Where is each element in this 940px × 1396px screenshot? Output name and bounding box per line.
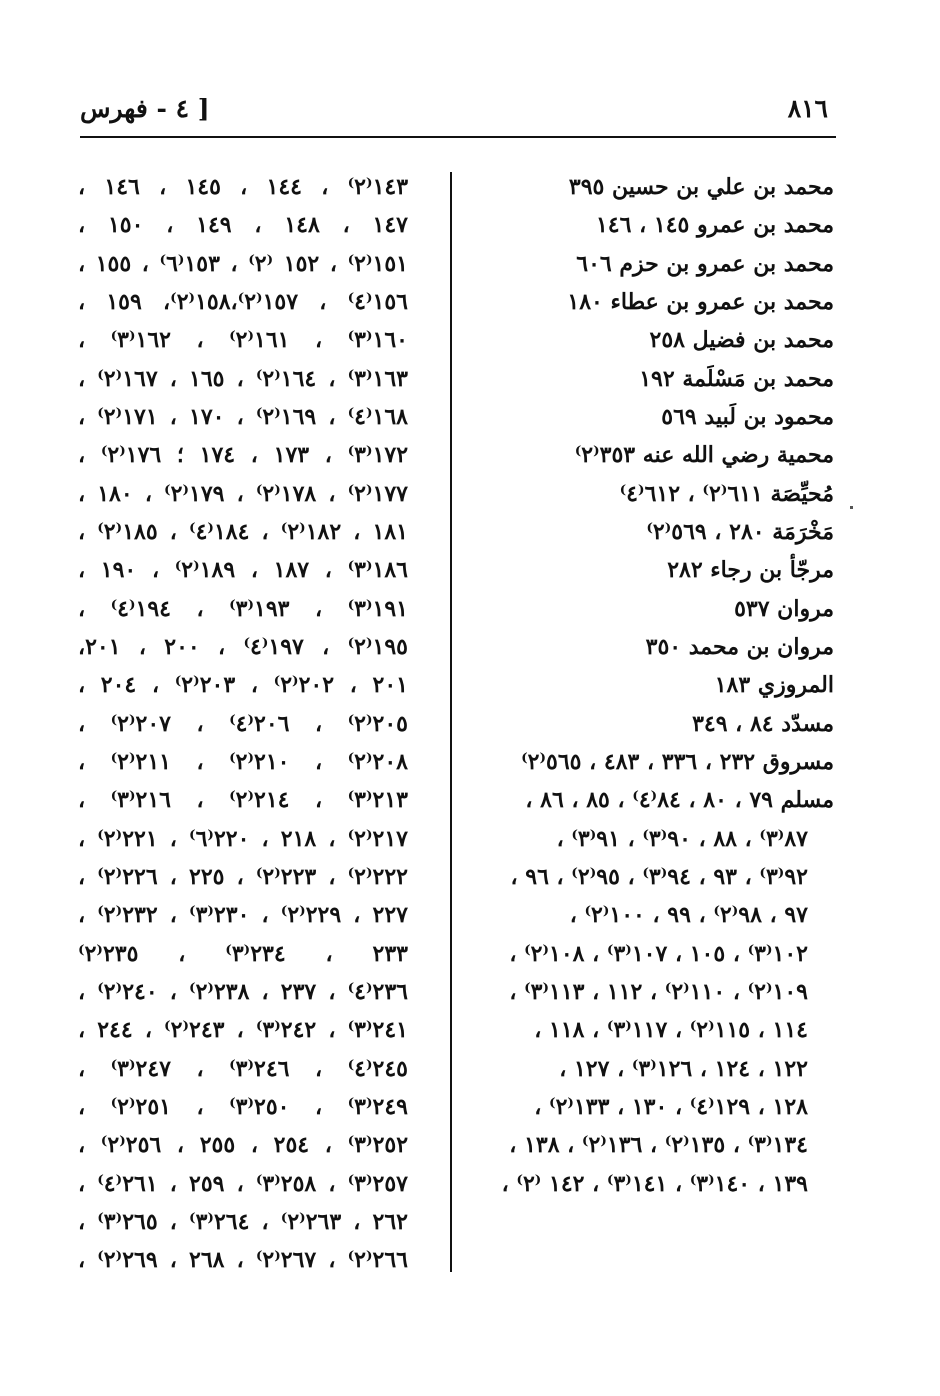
page-ref-line: ١٥١⁽٢⁾ ، ١٥٢ ⁽٢⁾ ، ١٥٣⁽٦⁾ ، ١٥٥ ، [78,250,408,277]
page-ref-line: ١٦٠⁽٣⁾ ، ١٦١⁽٢⁾ ، ١٦٢⁽٣⁾ ، [78,327,408,354]
right-column [484,168,834,1203]
index-entry: مسروق ٢٣٢ ، ٣٣٦ ، ٤٨٣ ، ٥٦٥⁽٢⁾ [521,748,834,775]
index-entry: محمد بن عمرو بن حزم ٦٠٦ [576,250,834,277]
index-entry: محمد بن علي بن حسين ٣٩٥ [568,174,834,200]
page-ref-line: ٢١٣⁽٣⁾ ، ٢١٤⁽٢⁾ ، ٢١٦⁽٣⁾ ، [78,787,408,814]
index-entry-continuation: ٩٢⁽٣⁾ ، ٩٣ ، ٩٤⁽٣⁾ ، ٩٥⁽٢⁾ ، ٩٦ ، [510,863,808,890]
column-divider [450,172,452,1272]
index-entry: محمد بن فضيل ٢٥٨ [649,327,834,354]
index-entry: مسدّد ٨٤ ، ٣٤٩ [692,710,834,737]
page-ref-line: ١٥٦⁽٤⁾ ، ١٥٧⁽٢⁾،١٥٨⁽٢⁾، ١٥٩ ، [78,288,408,315]
page-ref-line: ٢٤١⁽٣⁾ ، ٢٤٢⁽٣⁾ ، ٢٤٣⁽٢⁾ ، ٢٤٤ ، [78,1017,408,1044]
page-ref-line: ٢٥٧⁽٣⁾ ، ٢٥٨⁽٣⁾ ، ٢٥٩ ، ٢٦١⁽٤⁾ ، [78,1170,408,1197]
page-ref-line: ٢٦٢ ، ٢٦٣⁽٢⁾ ، ٢٦٤⁽٣⁾ ، ٢٦٥⁽٣⁾ ، [78,1208,408,1235]
stray-mark [850,506,853,509]
index-entry-continuation: ١٢٢ ، ١٢٤ ، ١٢٦⁽٣⁾ ، ١٢٧ ، [559,1055,808,1082]
index-entry: محمد بن عمرو بن عطاء ١٨٠ [567,288,834,315]
index-entry: مروان ٥٣٧ [734,595,834,622]
index-entry-continuation: ١٢٨ ، ١٢٩⁽٤⁾ ، ١٣٠ ، ١٣٣⁽٢⁾ ، [534,1093,808,1120]
index-entry: مَخْرَمَة ٢٨٠ ، ٥٦٩⁽٢⁾ [646,518,834,545]
index-entry-continuation: ٨٧⁽٣⁾ ، ٨٨ ، ٩٠⁽٣⁾ ، ٩١⁽٣⁾ ، [556,825,808,852]
index-entry-continuation: ١١٤ ، ١١٥⁽٢⁾ ، ١١٧⁽٣⁾ ، ١١٨ ، [534,1017,808,1044]
index-entry: المروزي ١٨٣ [714,672,834,699]
index-entry: محمد بن مَسْلَمة ١٩٢ [639,365,834,392]
page-ref-line: ٢٠٨⁽٢⁾ ، ٢١٠⁽٢⁾ ، ٢١١⁽٢⁾ ، [78,748,408,775]
page-ref-line: ٢٦٦⁽٢⁾ ، ٢٦٧⁽٢⁾ ، ٢٦٨ ، ٢٦٩⁽٢⁾ ، [78,1247,408,1274]
page-ref-line: ٢٣٣ ، ٢٣٤⁽٣⁾ ، ٢٣٥⁽٢⁾ [78,940,408,967]
left-column [78,168,408,1280]
page-ref-line: ٢٥٢⁽٣⁾ ، ٢٥٤ ، ٢٥٥ ، ٢٥٦⁽٢⁾ ، [78,1132,409,1159]
index-entry-continuation: ١٣٤⁽٣⁾ ، ١٣٥⁽٢⁾ ، ١٣٦⁽٢⁾ ، ١٣٨ ، [509,1132,808,1159]
index-entry: مروان بن محمد ٣٥٠ [645,633,834,660]
page-ref-line: ١٩١⁽٣⁾ ، ١٩٣⁽٣⁾ ، ١٩٤⁽٤⁾ ، [78,595,408,622]
page-ref-line: ٢٤٥⁽٤⁾ ، ٢٤٦⁽٣⁾ ، ٢٤٧⁽٣⁾ ، [78,1055,408,1082]
running-head: [ ٤ - فهرس [80,94,210,123]
page-ref-line: ٢٠١ ، ٢٠٢⁽٢⁾ ، ٢٠٣⁽٢⁾ ، ٢٠٤ ، [78,672,408,699]
index-entry: مُحيِّصَة ٦١١⁽٢⁾ ، ٦١٢⁽٤⁾ [619,480,834,507]
page-ref-line: ٢٢٢⁽٢⁾ ، ٢٢٣⁽٢⁾ ، ٢٢٥ ، ٢٢٦⁽٢⁾ ، [78,863,408,890]
page-ref-line: ١٩٥⁽٢⁾ ، ١٩٧⁽٤⁾ ، ٢٠٠ ، ٢٠١، [78,633,408,660]
page-ref-line: ١٤٣⁽٢⁾ ، ١٤٤ ، ١٤٥ ، ١٤٦ ، [78,174,409,200]
page-ref-line: ١٧٧⁽٢⁾ ، ١٧٨⁽٢⁾ ، ١٧٩⁽٢⁾ ، ١٨٠ ، [78,480,408,507]
index-entry: مسلم ٧٩ ، ٨٠ ، ٨٤⁽٤⁾ ، ٨٥ ، ٨٦ ، [525,787,834,814]
page-ref-line: ٢٢٧ ، ٢٢٩⁽٢⁾ ، ٢٣٠⁽٣⁾ ، ٢٣٢⁽٢⁾ ، [78,902,408,929]
index-entry: محمد بن عمرو ١٤٥ ، ١٤٦ [595,212,834,239]
page-ref-line: ١٦٨⁽٤⁾ ، ١٦٩⁽٢⁾ ، ١٧٠ ، ١٧١⁽٢⁾ ، [78,403,408,430]
page-ref-line: ٢٠٥⁽٢⁾ ، ٢٠٦⁽٤⁾ ، ٢٠٧⁽٢⁾ ، [78,710,408,737]
index-entry: محمود بن لَبيد ٥٦٩ [661,403,834,430]
page-ref-line: ٢٤٩⁽٣⁾ ، ٢٥٠⁽٣⁾ ، ٢٥١⁽٢⁾ ، [78,1093,408,1120]
index-entry-continuation: ٩٧ ، ٩٨⁽٢⁾ ، ٩٩ ، ١٠٠⁽٢⁾ ، [569,902,808,929]
index-entry: محمية رضي الله عنه ٣٥٣⁽٢⁾ [574,442,834,469]
page-ref-line: ١٤٧ ، ١٤٨ ، ١٤٩ ، ١٥٠ ، [78,212,408,239]
page-ref-line: ٢٣٦⁽٤⁾ ، ٢٣٧ ، ٢٣٨⁽٢⁾ ، ٢٤٠⁽٢⁾ ، [78,978,408,1005]
page-ref-line: ١٨١ ، ١٨٢⁽٢⁾ ، ١٨٤⁽٤⁾ ، ١٨٥⁽٢⁾ ، [78,518,408,545]
page-ref-line: ٢١٧⁽٢⁾ ، ٢١٨ ، ٢٢٠⁽٦⁾ ، ٢٢١⁽٢⁾ ، [78,825,408,852]
page-ref-line: ١٦٣⁽٣⁾ ، ١٦٤⁽٢⁾ ، ١٦٥ ، ١٦٧⁽٢⁾ ، [78,365,408,392]
page-ref-line: ١٧٢⁽٣⁾ ، ١٧٣ ، ١٧٤ ؛ ١٧٦⁽٢⁾ ، [78,442,409,469]
page-number: ٨١٦ [787,94,828,123]
index-entry-continuation: ١٣٩ ، ١٤٠⁽٣⁾ ، ١٤١⁽٣⁾ ، ١٤٢ ⁽٢⁾ ، [501,1170,808,1197]
header-rule [80,136,836,138]
page-ref-line: ١٨٦⁽٣⁾ ، ١٨٧ ، ١٨٩⁽٢⁾ ، ١٩٠ ، [78,557,408,584]
index-entry-continuation: ١٠٢⁽٣⁾ ، ١٠٥ ، ١٠٧⁽٣⁾ ، ١٠٨⁽٢⁾ ، [509,940,808,967]
index-entry: مرجّأ بن رجاء ٢٨٢ [667,557,834,584]
index-entry-continuation: ١٠٩⁽٢⁾ ، ١١٠⁽٢⁾ ، ١١٢ ، ١١٣⁽٣⁾ ، [509,978,808,1005]
